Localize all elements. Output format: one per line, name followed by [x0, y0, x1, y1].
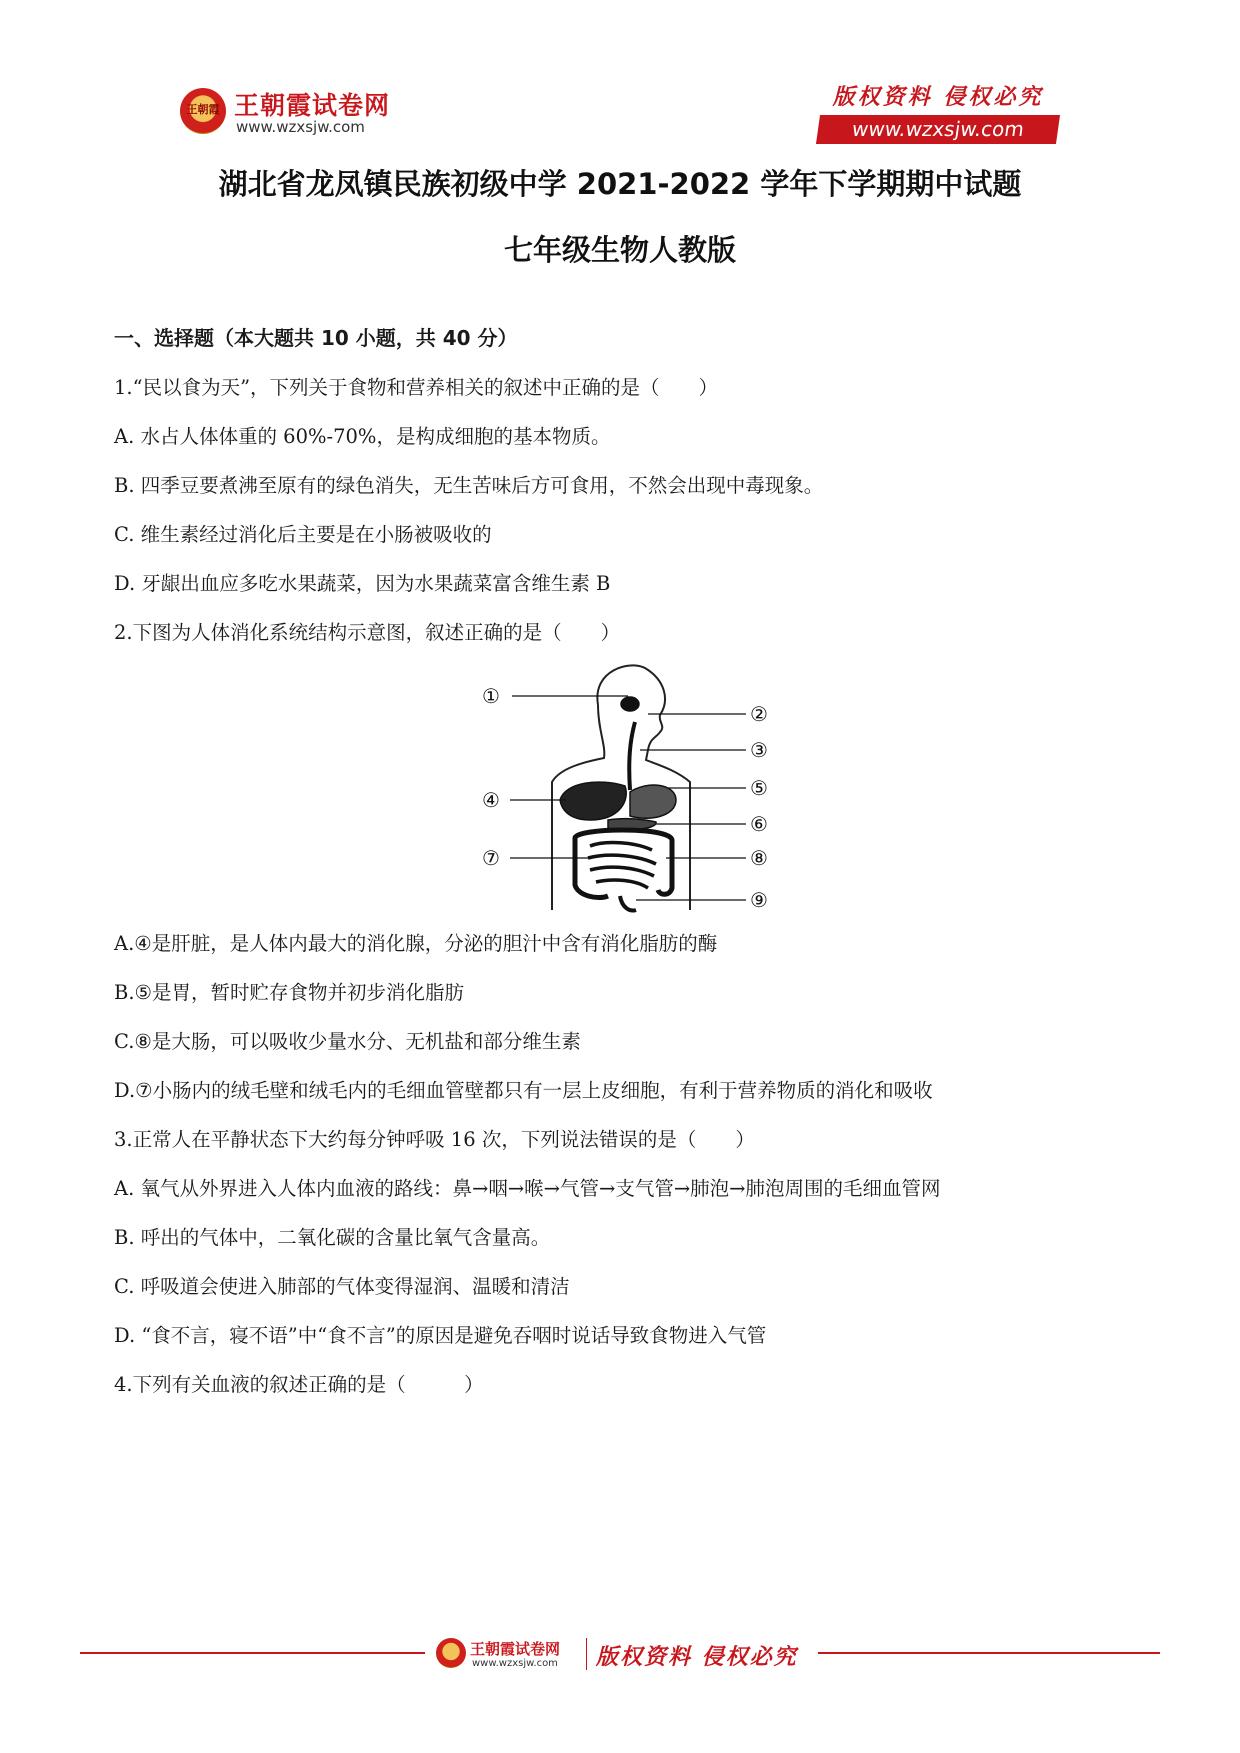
- page-footer: [80, 1628, 1160, 1678]
- footer-logo-icon: [436, 1638, 466, 1668]
- question-1-option-c: C. 维生素经过消化后主要是在小肠被吸收的: [114, 523, 492, 546]
- question-1-stem: 1.“民以食为天”，下列关于食物和营养相关的叙述中正确的是（ ）: [114, 376, 719, 399]
- copyright-notice: 版权资料 侵权必究: [832, 84, 1044, 110]
- rectum: [620, 896, 636, 910]
- site-logo[interactable]: [180, 84, 420, 144]
- header-copyright-block: [818, 80, 1058, 142]
- question-3-option-d: D. “食不言，寝不语”中“食不言”的原因是避免吞咽时说话导致食物进入气管: [114, 1324, 767, 1347]
- logo-url: www.wzxsjw.com: [236, 118, 365, 136]
- question-1-option-d: D. 牙龈出血应多吃水果蔬菜，因为水果蔬菜富含维生素 B: [114, 572, 611, 595]
- header-url-link[interactable]: www.wzxsjw.com: [816, 115, 1060, 144]
- label-5: ⑤: [750, 776, 768, 800]
- footer-copyright: 版权资料 侵权必究: [596, 1644, 798, 1670]
- footer-divider-right: [818, 1652, 1160, 1654]
- question-2-option-a: A.④是肝脏，是人体内最大的消化腺，分泌的胆汁中含有消化脂肪的酶: [114, 932, 718, 955]
- label-6: ⑥: [750, 812, 768, 836]
- question-2-option-b: B.⑤是胃，暂时贮存食物并初步消化脂肪: [114, 981, 465, 1004]
- small-intestine: [588, 843, 656, 888]
- question-3-option-c: C. 呼吸道会使进入肺部的气体变得湿润、温暖和清洁: [114, 1275, 570, 1298]
- large-intestine: [575, 830, 672, 894]
- footer-logo-url: www.wzxsjw.com: [472, 1658, 558, 1669]
- digestive-system-diagram: [480, 660, 780, 915]
- footer-logo-name: 王朝霞试卷网: [470, 1640, 561, 1658]
- label-2: ②: [750, 702, 768, 726]
- question-3-option-a: A. 氧气从外界进入人体内血液的路线：鼻→咽→喉→气管→支气管→肺泡→肺泡周围的毛细血管网: [114, 1177, 941, 1200]
- question-1-option-b: B. 四季豆要煮沸至原有的绿色消失，无生苦味后方可食用，不然会出现中毒现象。: [114, 474, 824, 497]
- footer-divider-left: [80, 1652, 425, 1654]
- exam-subtitle: 七年级生物人教版: [503, 233, 736, 267]
- label-1: ①: [482, 684, 500, 708]
- label-4: ④: [482, 788, 500, 812]
- stomach: [630, 785, 676, 818]
- logo-badge-icon: 王朝霞: [180, 88, 226, 134]
- liver: [560, 782, 626, 820]
- exam-title: 湖北省龙凤镇民族初级中学 2021-2022 学年下学期期中试题: [218, 167, 1022, 201]
- question-2-option-d: D.⑦小肠内的绒毛壁和绒毛内的毛细血管壁都只有一层上皮细胞，有利于营养物质的消化和吸收: [114, 1079, 933, 1102]
- question-4-stem: 4.下列有关血液的叙述正确的是（ ）: [114, 1373, 484, 1396]
- label-9: ⑨: [750, 888, 768, 912]
- footer-brand[interactable]: [436, 1632, 806, 1676]
- question-2-option-c: C.⑧是大肠，可以吸收少量水分、无机盐和部分维生素: [114, 1030, 581, 1053]
- question-2-stem: 2.下图为人体消化系统结构示意图，叙述正确的是（ ）: [114, 621, 621, 644]
- footer-separator: [586, 1638, 587, 1670]
- organs: [560, 697, 676, 910]
- label-7: ⑦: [482, 846, 500, 870]
- section-heading: 一、选择题（本大题共 10 小题，共 40 分）: [114, 326, 518, 350]
- question-3-stem: 3.正常人在平静状态下大约每分钟呼吸 16 次，下列说法错误的是（ ）: [114, 1128, 755, 1151]
- label-3: ③: [750, 738, 768, 762]
- oral-cavity: [621, 697, 639, 711]
- esophagus: [629, 722, 635, 790]
- question-3-option-b: B. 呼出的气体中，二氧化碳的含量比氧气含量高。: [114, 1226, 551, 1249]
- label-8: ⑧: [750, 846, 768, 870]
- question-1-option-a: A. 水占人体体重的 60%-70%，是构成细胞的基本物质。: [114, 425, 611, 448]
- logo-name: 王朝霞试卷网: [234, 91, 391, 120]
